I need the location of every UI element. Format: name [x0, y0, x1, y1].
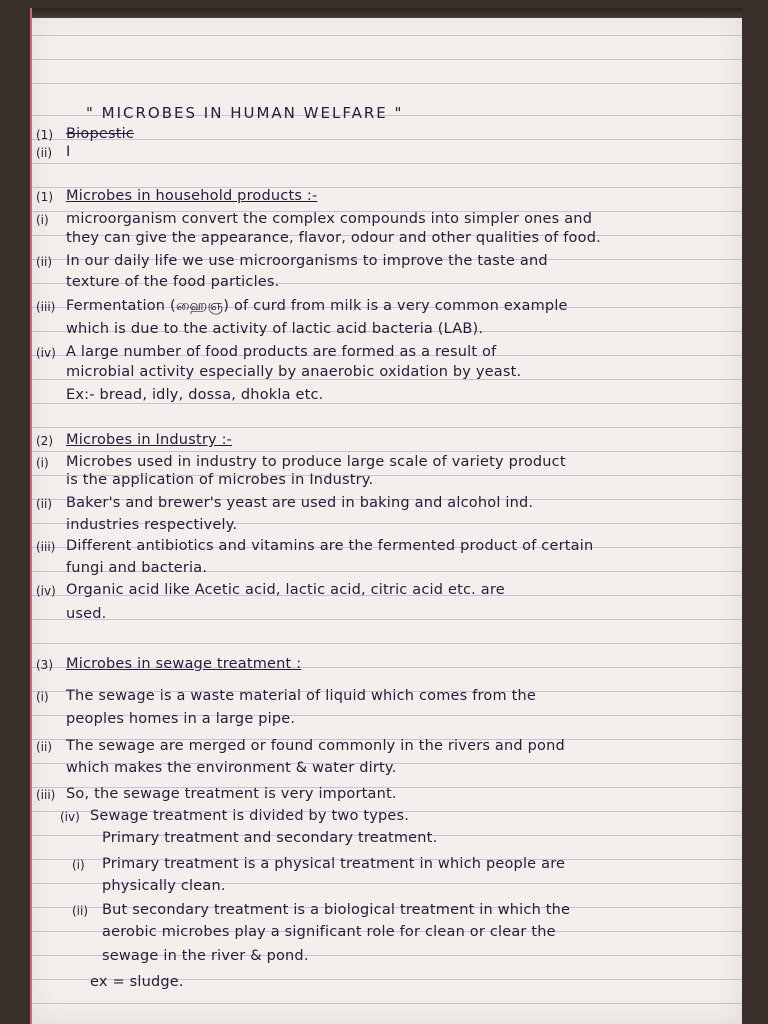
- note-line: A large number of food products are formed as a result of: [66, 344, 497, 360]
- page-title: " MICROBES IN HUMAN WELFARE ": [86, 104, 404, 122]
- note-line: Fermentation (ஹைஞ) of curd from milk is a very common example: [66, 298, 568, 314]
- note-line: microorganism convert the complex compounds into simpler ones and: [66, 211, 593, 227]
- note-line: I: [66, 144, 71, 160]
- notebook-page: [30, 8, 742, 1024]
- note-line: industries respectively.: [66, 517, 238, 533]
- item-number: (ii): [36, 497, 53, 511]
- note-line: Sewage treatment is divided by two types.: [90, 808, 410, 824]
- item-number: (i): [72, 858, 85, 872]
- page-top-edge: [30, 8, 742, 18]
- item-number: (3): [36, 658, 53, 672]
- item-number: (ii): [36, 146, 53, 160]
- note-line: So, the sewage treatment is very important.: [66, 786, 397, 802]
- note-line: The sewage are merged or found commonly in the rivers and pond: [66, 738, 565, 754]
- note-line: ex = sludge.: [90, 974, 184, 990]
- item-number: (iv): [36, 346, 56, 360]
- note-line: is the application of microbes in Industry.: [66, 472, 374, 488]
- note-line: Organic acid like Acetic acid, lactic acid, citric acid etc. are: [66, 582, 505, 598]
- note-line: which is due to the activity of lactic acid bacteria (LAB).: [66, 321, 484, 337]
- note-line: Different antibiotics and vitamins are the fermented product of certain: [66, 538, 594, 554]
- item-number: (iv): [60, 810, 80, 824]
- note-line: microbial activity especially by anaerobic oxidation by yeast.: [66, 364, 522, 380]
- note-line: The sewage is a waste material of liquid which comes from the: [66, 688, 536, 704]
- note-line: Baker's and brewer's yeast are used in baking and alcohol ind.: [66, 495, 534, 511]
- item-number: (1): [36, 128, 53, 142]
- note-line: used.: [66, 606, 107, 622]
- note-line: Primary treatment and secondary treatment.: [102, 830, 438, 846]
- note-line: peoples homes in a large pipe.: [66, 711, 296, 727]
- section-heading: Microbes in household products :-: [66, 188, 318, 204]
- section-heading: Microbes in Industry :-: [66, 432, 233, 448]
- note-line: physically clean.: [102, 878, 226, 894]
- item-number: (1): [36, 190, 53, 204]
- note-line: In our daily life we use microorganisms to improve the taste and: [66, 253, 548, 269]
- note-line: Ex:- bread, idly, dossa, dhokla etc.: [66, 387, 324, 403]
- item-number: (iii): [36, 788, 56, 802]
- note-line: aerobic microbes play a significant role for clean or clear the: [102, 924, 556, 940]
- section-heading: Microbes in sewage treatment :: [66, 656, 302, 672]
- note-line: they can give the appearance, flavor, odour and other qualities of food.: [66, 230, 601, 246]
- item-number: (i): [36, 213, 49, 227]
- note-line: But secondary treatment is a biological treatment in which the: [102, 902, 571, 918]
- item-number: (2): [36, 434, 53, 448]
- item-number: (ii): [36, 255, 53, 269]
- item-number: (ii): [36, 740, 53, 754]
- note-line: sewage in the river & pond.: [102, 948, 309, 964]
- note-line: fungi and bacteria.: [66, 560, 208, 576]
- item-number: (i): [36, 690, 49, 704]
- section-heading: Biopestic: [66, 126, 135, 142]
- item-number: (iii): [36, 300, 56, 314]
- note-line: which makes the environment & water dirty.: [66, 760, 397, 776]
- margin-line: [30, 8, 32, 1024]
- note-line: Primary treatment is a physical treatment in which people are: [102, 856, 566, 872]
- note-line: texture of the food particles.: [66, 274, 280, 290]
- note-line: Microbes used in industry to produce large scale of variety product: [66, 454, 566, 470]
- item-number: (ii): [72, 904, 89, 918]
- item-number: (iii): [36, 540, 56, 554]
- item-number: (iv): [36, 584, 56, 598]
- item-number: (i): [36, 456, 49, 470]
